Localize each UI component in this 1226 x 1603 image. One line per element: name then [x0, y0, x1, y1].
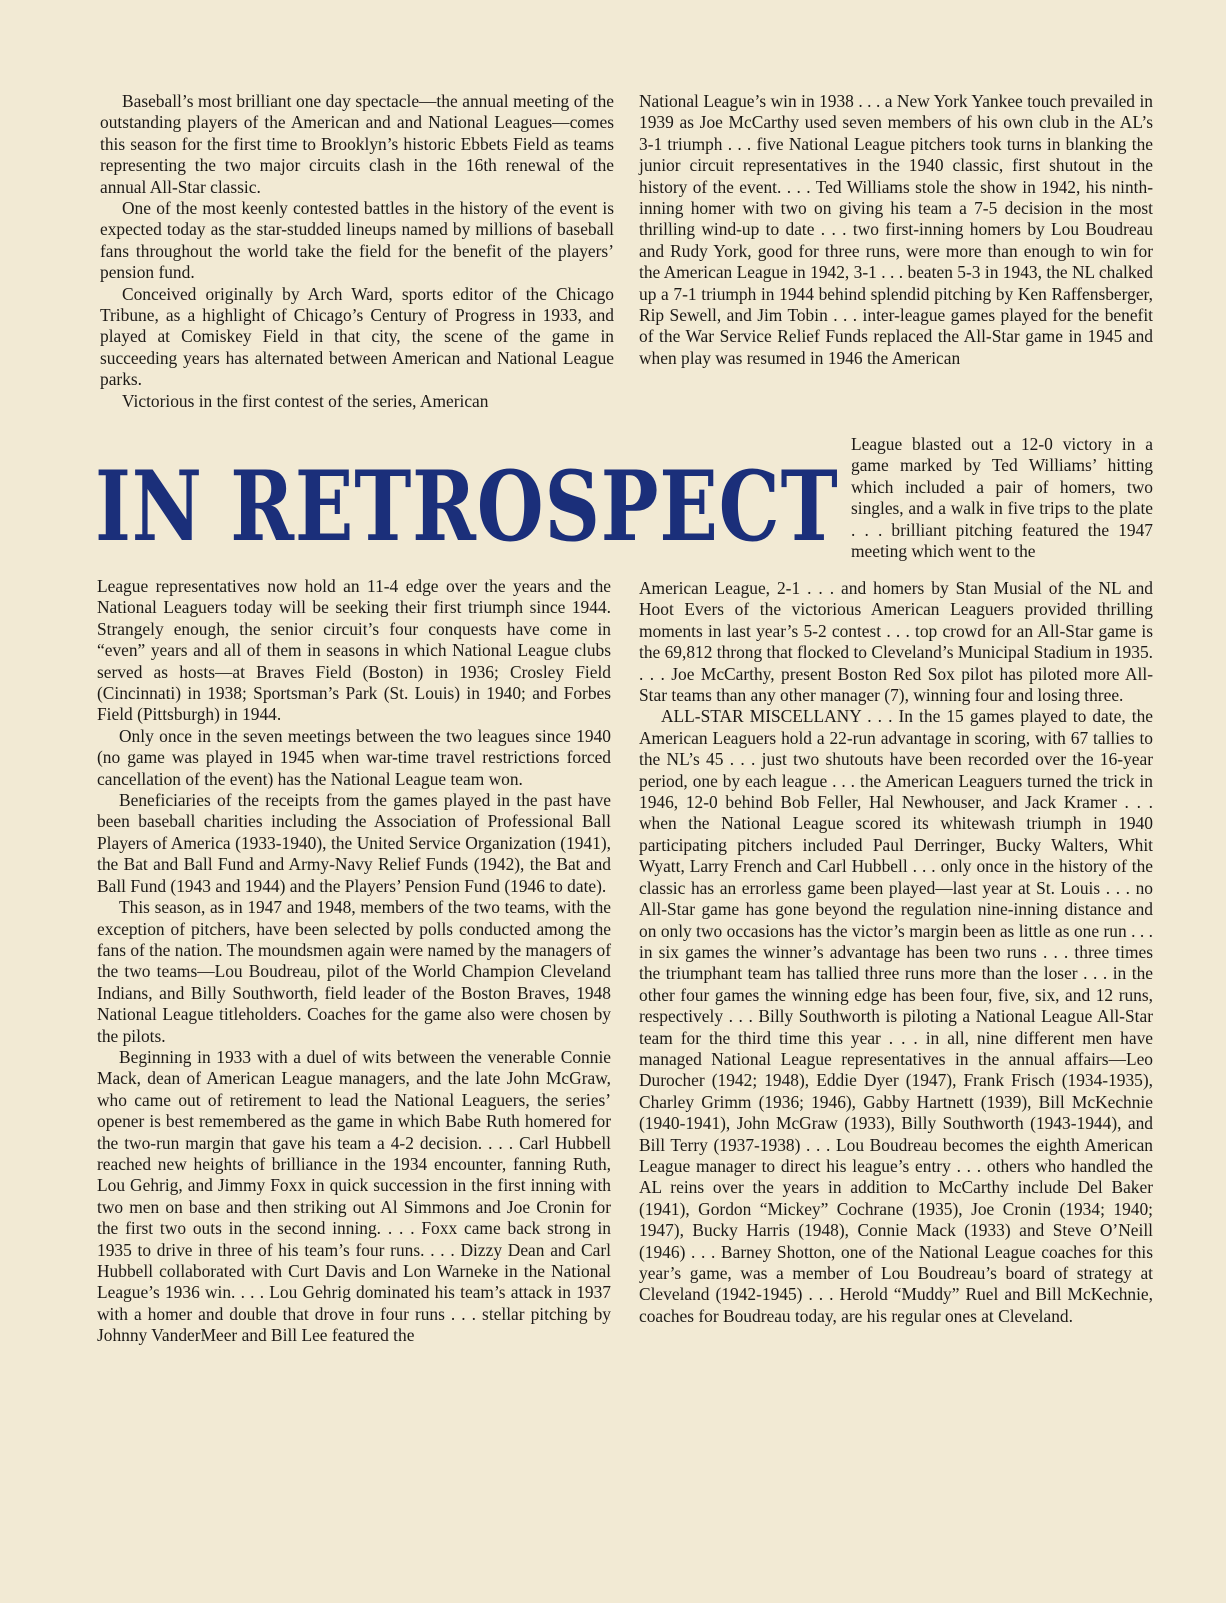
wrap-right-column	[851, 434, 1153, 562]
miscellany-paragraph: ALL-STAR MISCELLANY . . . In the 15 games played to date, the American Leaguers hold a 22-run advantage in scoring, with 67 tallies to the NL’s 45 . . . just two shutouts have been recorded over the 16-year period, one by each league . . . the American Leaguers turned the trick in 1946, 12-0 behind Bob Feller, Hal Newhouser, and Jack Kramer . . . when the National League scored its whitewash triumph in 1940 participating pitchers included Paul Derringer, Bucky Walters, Whit Wyatt, Larry French and Carl Hubbell . . . only once in the history of the classic has an errorless game been played—last year at St. Louis . . . no All-Star game has gone beyond the regulation nine-inning distance and on only two occasions has the victor’s margin been as little as one run . . . in six games the winner’s advantage has been two runs . . . three times the triumphant team has tallied three runs more than the loser . . . in the other four games the winning edge has been four, five, six, and 12 runs, respectively . . . Billy Southworth is piloting a National League All-Star team for the third time this year . . . in all, nine different men have managed National League representatives in the annual affairs—Leo Durocher (1942; 1948), Eddie Dyer (1947), Frank Frisch (1934-1935), Charley Grimm (1936; 1946), Gabby Hartnett (1939), Bill McKechnie (1940-1941), John McGraw (1933), Billy Southworth (1943-1944), and Bill Terry (1937-1938) . . . Lou Boudreau becomes the eighth American League manager to direct his league’s entry . . . others who handled the AL reins over the years in addition to McCarthy include Del Baker (1941), Gordon “Mickey” Cochrane (1935), Joe Cronin (1934; 1940; 1947), Bucky Harris (1948), Connie Mack (1933) and Steve O’Neill (1946) . . . Barney Shotton, one of the National League coaches for this year’s game, was a member of Lou Boudreau’s board of strategy at Cleveland (1942-1945) . . . Herold “Muddy” Ruel and Bill McKechnie, coaches for Boudreau today, are his regular ones at Cleveland.	[639, 706, 1153, 1326]
selection-paragraph: This season, as in 1947 and 1948, members of the two teams, with the exception of pitchers, have been selected by polls conducted among the fans of the nation. The moundsmen again were named by the managers of the two teams—Lou Boudreau, pilot of the World Champion Cleveland Indians, and Billy Southworth, field leader of the Boston Braves, 1948 National League titleholders. Coaches for the game also were chosen by the pilots.	[97, 897, 611, 1046]
continuation-paragraph: League representatives now hold an 11-4 edge over the years and the National Leaguers today will be seeking their first triumph since 1944. Strangely enough, the senior circuit’s four conquests have come in “even” years and all of them in seasons in which National League clubs served as hosts—at Braves Field (Boston) in 1936; Crosley Field (Cincinnati) in 1938; Sportsman’s Park (St. Louis) in 1940; and Forbes Field (Pittsburgh) in 1944.	[97, 576, 611, 725]
second-paragraph: One of the most keenly contested battles in the history of the event is expected today as the star-studded lineups named by millions of baseball fans throughout the world take the field for the benefit of the players’ pension fund.	[100, 198, 614, 283]
top-right-column	[639, 91, 1153, 369]
fourth-paragraph-start: Victorious in the first contest of the series, American	[122, 390, 489, 411]
beneficiaries-paragraph: Beneficiaries of the receipts from the games played in the past have been baseball charities including the Association of Professional Ball Players of America (1933-1940), the United Service Organization (1941), the Bat and Ball Fund and Army-Navy Relief Funds (1942), the Bat and Ball Fund (1943 and 1944) and the Players’ Pension Fund (1946 to date).	[97, 790, 611, 896]
headline: IN RETROSPECT	[95, 450, 839, 563]
wrap-paragraph: League blasted out a 12-0 victory in a game marked by Ted Williams’ hitting which included a pair of homers, two singles, and a walk in five trips to the plate . . . brilliant pitching featured the 1947 meeting which went to the	[851, 434, 1153, 562]
bottom-right-column	[639, 578, 1153, 1327]
third-paragraph: Conceived originally by Arch Ward, sports editor of the Chicago Tribune, as a highlight of Chicago’s Century of Progress in 1933, and played at Comiskey Field in that city, the scene of the game in succeeding years has alternated between American and National League parks.	[100, 283, 614, 390]
bottom-right-continuation: American League, 2-1 . . . and homers by Stan Musial of the NL and Hoot Evers of the victorious American Leaguers provided thrilling moments in last year’s 5-2 contest . . . top crowd for an All-Star game is the 69,812 throng that flocked to Cleveland’s Municipal Stadium in 1935. . . . Joe McCarthy, present Boston Red Sox pilot has piloted more All-Star teams than any other manager (7), winning four and losing three.	[639, 578, 1153, 706]
history-paragraph: Beginning in 1933 with a duel of wits between the venerable Connie Mack, dean of American League managers, and the late John McGraw, who came out of retirement to lead the National Leaguers, the series’ opener is best remembered as the game in which Babe Ruth homered for the two-run margin that gave his team a 4-2 decision. . . . Carl Hubbell reached new heights of brilliance in the 1934 encounter, fanning Ruth, Lou Gehrig, and Jimmy Foxx in quick succession in the first inning with two men on base and then striking out Al Simmons and Joe Cronin for the first two outs in the second inning. . . . Foxx came back strong in 1935 to drive in three of his team’s four runs. . . . Dizzy Dean and Carl Hubbell collaborated with Curt Davis and Lon Warneke in the National League’s 1936 win. . . . Lou Gehrig dominated his team’s attack in 1937 with a homer and double that drove in four runs . . . stellar pitching by Johnny VanderMeer and Bill Lee featured the	[97, 1046, 611, 1346]
intro-paragraph: Baseball’s most brilliant one day spectacle—the annual meeting of the outstanding players of the American and and National Leagues—comes this season for the first time to Brooklyn’s historic Ebbets Field as teams representing the two major circuits clash in the 16th renewal of the annual All-Star classic.	[100, 91, 614, 197]
top-left-column	[100, 91, 614, 412]
top-right-paragraph: National League’s win in 1938 . . . a New York Yankee touch prevailed in 1939 as Joe McCarthy used seven members of his own club in the AL’s 3-1 triumph . . . five National League pitchers took turns in blanking the junior circuit representatives in the 1940 classic, first shutout in the history of the event. . . . Ted Williams stole the show in 1942, his ninth-inning homer with two on giving his team a 7-5 decision in the most thrilling wind-up to date . . . two first-inning homers by Lou Boudreau and Rudy York, good for three runs, were more than enough to win for the American League in 1942, 3-1 . . . beaten 5-3 in 1943, the NL chalked up a 7-1 triumph in 1944 behind splendid pitching by Ken Raffensberger, Rip Sewell, and Jim Tobin . . . inter-league games played for the benefit of the War Service Relief Funds replaced the All-Star game in 1945 and when play was resumed in 1946 the American	[639, 91, 1153, 368]
bottom-left-column	[97, 576, 611, 1347]
seven-meetings-paragraph: Only once in the seven meetings between the two leagues since 1940 (no game was played in 1945 when war-time travel restrictions forced cancellation of the event) has the National League team won.	[97, 725, 611, 789]
